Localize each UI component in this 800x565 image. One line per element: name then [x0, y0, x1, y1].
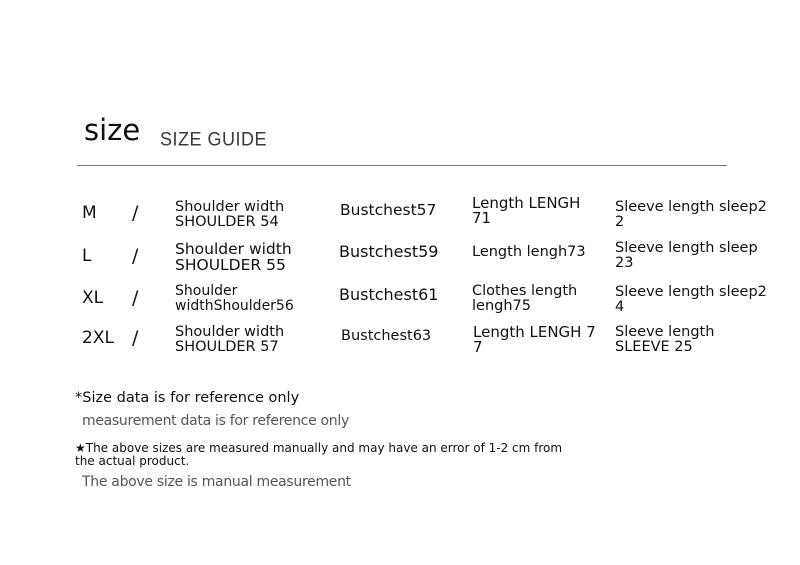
separator-slash: /: [132, 245, 139, 267]
shoulder-value: [175, 325, 284, 355]
length-line1: Length LENGH: [472, 194, 581, 212]
page-subtitle: SIZE GUIDE: [160, 128, 268, 150]
sleeve-value: [615, 325, 714, 355]
length-value: [472, 196, 580, 226]
shoulder-line1: Shoulder: [175, 283, 238, 299]
sleeve-line1: Sleeve length sleep2: [615, 284, 767, 300]
sleeve-line2: SLEEVE 25: [615, 339, 693, 355]
shoulder-value: [175, 200, 284, 230]
bust-value: Bustchest57: [340, 201, 437, 219]
reference-subnote: measurement data is for reference only: [82, 413, 349, 429]
length-line2: lengh75: [472, 298, 531, 314]
bust-value: Bustchest61: [339, 285, 439, 304]
shoulder-value: [175, 241, 292, 273]
separator-slash: /: [132, 202, 139, 224]
shoulder-line1: Shoulder width: [175, 199, 285, 215]
separator-slash: /: [132, 287, 139, 309]
size-label: L: [82, 246, 92, 266]
length-line2: 71: [472, 209, 492, 227]
length-value: [472, 284, 577, 314]
shoulder-line1: Shoulder width: [175, 324, 285, 340]
reference-note: *Size data is for reference only: [75, 390, 300, 406]
length-value: [472, 245, 586, 260]
manual-measure-note: ★The above sizes are measured manually and may have an error of 1-2 cm from the actual product.: [75, 441, 563, 468]
length-line1: Clothes length: [472, 283, 578, 299]
length-line1: Length LENGH 7: [473, 323, 596, 341]
size-label: XL: [82, 288, 104, 308]
sleeve-value: [615, 200, 767, 230]
manual-measure-subnote: The above size is manual measurement: [82, 474, 351, 490]
separator-slash: /: [132, 327, 139, 349]
shoulder-line2: SHOULDER 57: [175, 339, 279, 355]
length-value: [473, 325, 596, 355]
shoulder-line2: SHOULDER 54: [175, 214, 279, 230]
length-line1: Length lengh73: [472, 244, 586, 260]
shoulder-line2: SHOULDER 55: [175, 256, 286, 274]
sleeve-line2: 2: [615, 214, 625, 230]
sleeve-value: [615, 241, 758, 271]
divider: [77, 165, 727, 166]
sleeve-line1: Sleeve length sleep2: [615, 199, 767, 215]
length-line2: 7: [473, 338, 483, 356]
sleeve-line2: 23: [615, 255, 634, 271]
sleeve-value: [615, 285, 767, 315]
shoulder-line1: Shoulder width: [175, 240, 292, 258]
size-label: 2XL: [82, 328, 114, 348]
size-label: M: [82, 203, 97, 223]
sleeve-line1: Sleeve length sleep: [615, 240, 758, 256]
page-title: size: [84, 113, 141, 147]
shoulder-line2: widthShoulder56: [175, 298, 294, 314]
bust-value: Bustchest63: [341, 328, 432, 344]
bust-value: Bustchest59: [339, 242, 439, 261]
sleeve-line1: Sleeve length: [615, 324, 715, 340]
sleeve-line2: 4: [615, 299, 625, 315]
shoulder-value: [175, 284, 294, 314]
